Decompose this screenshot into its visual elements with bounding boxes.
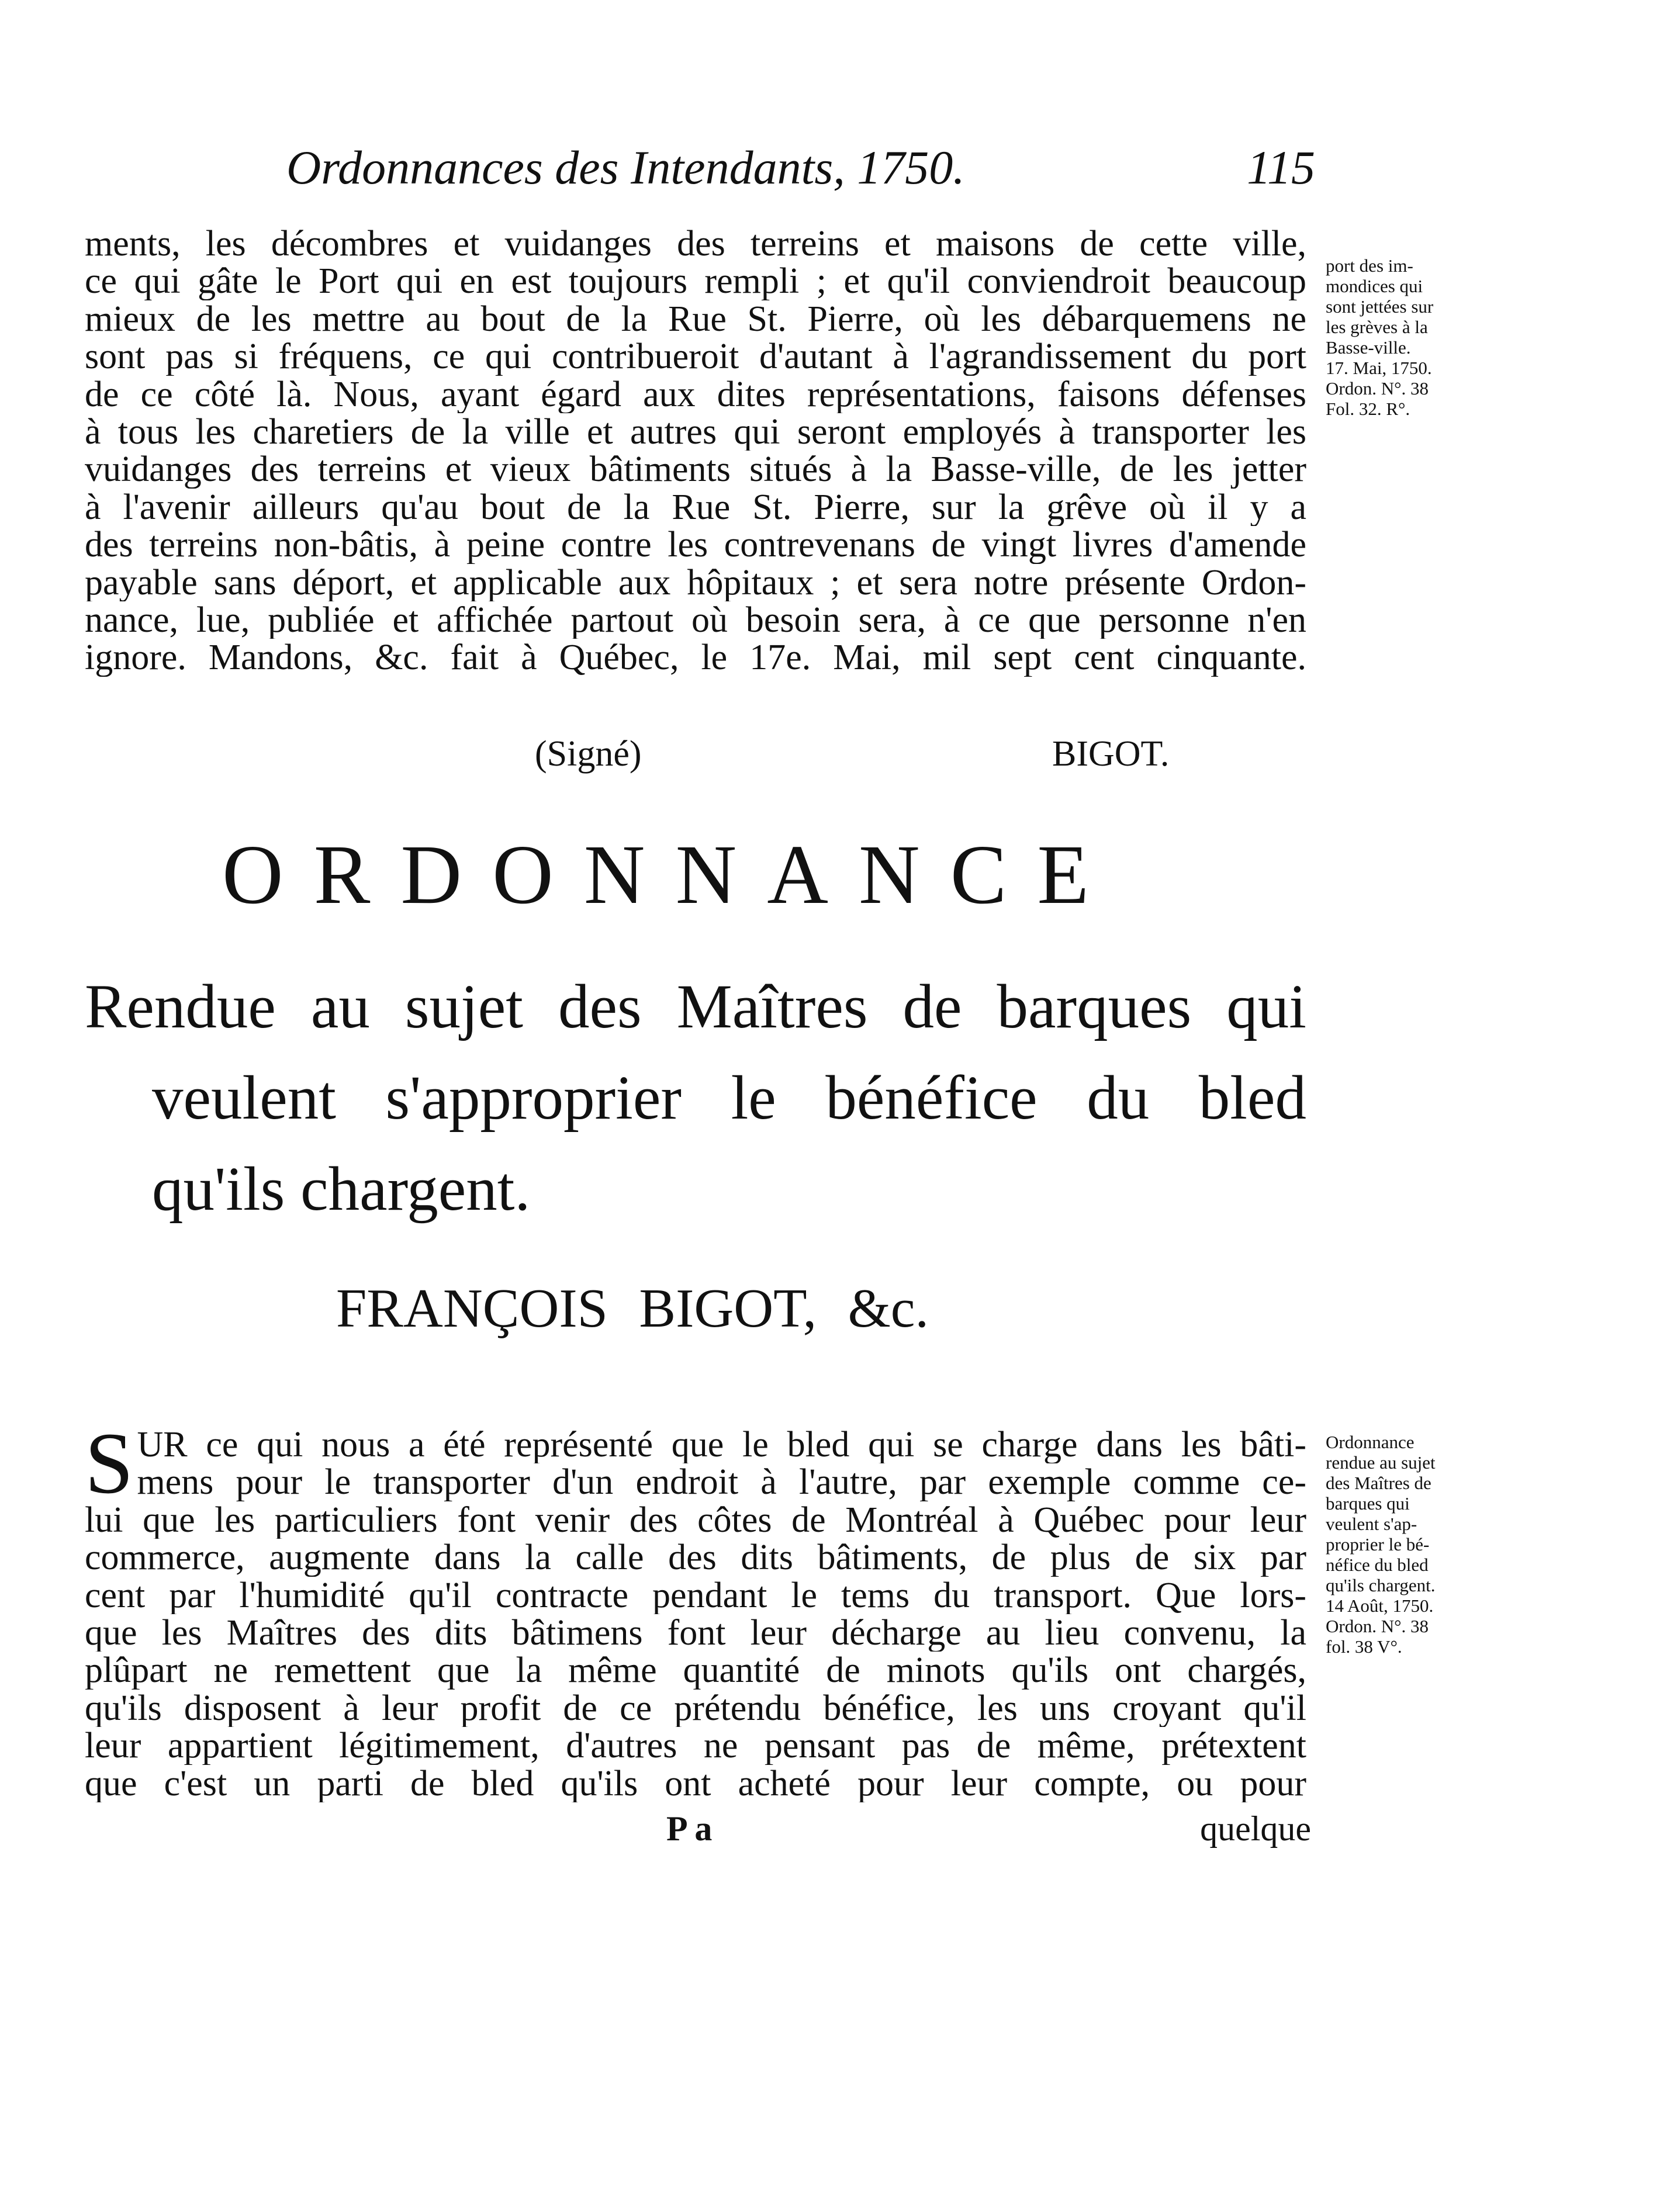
ordonnance-heading: ORDONNANCE (222, 828, 1119, 922)
margin-note-line: rendue au sujet (1326, 1452, 1436, 1473)
subject-title-line: qu'ils chargent. (152, 1155, 531, 1224)
text-line: cent par l'humidité qu'il contracte pendant le tems du transport. Que lors- (85, 1576, 1306, 1614)
margin-note-line: Basse-ville. (1326, 337, 1411, 358)
text-block-intro (85, 225, 1306, 677)
text-line: ignore. Mandons, &c. fait à Québec, le 17e. Mai, mil sept cent cinquante. (85, 639, 1306, 677)
margin-note-line: Ordon. N°. 38 (1326, 378, 1429, 399)
margin-note-line: veulent s'ap- (1326, 1514, 1417, 1534)
margin-note-line: Ordonnance (1326, 1432, 1415, 1452)
text-line: qu'ils disposent à leur profit de ce prétendu bénéfice, les uns croyant qu'il (85, 1689, 1306, 1728)
text-line: lui que les particuliers font venir des côtes de Montréal à Québec pour leur (85, 1501, 1306, 1539)
text-line: mieux de les mettre au bout de la Rue St. Pierre, où les débarquemens ne (85, 300, 1306, 338)
margin-note-line: proprier le bé- (1326, 1534, 1430, 1555)
margin-note-line: 14 Août, 1750. (1326, 1595, 1434, 1616)
text-line: leur appartient légitimement, d'autres ne pensant pas de même, prétextent (85, 1727, 1306, 1765)
text-line: des terreins non-bâtis, à peine contre les contrevenans de vingt livres d'amende (85, 526, 1306, 564)
text-block-ordinance-body (85, 1415, 1306, 1802)
text-line: commerce, augmente dans la calle des dits bâtiments, de plus de six par (85, 1539, 1306, 1577)
margin-note-line: Ordon. N°. 38 (1326, 1616, 1429, 1636)
text-line: que les Maîtres des dits bâtimens font leur décharge au lieu convenu, la (85, 1614, 1306, 1652)
margin-note-line: sont jettées sur (1326, 296, 1434, 317)
margin-note-line: mondices qui (1326, 276, 1423, 296)
printer-signature-mark: P a (666, 1809, 713, 1848)
signed-label: (Signé) (535, 734, 642, 774)
subject-title-line: Rendue au sujet des Maîtres de barques qui (85, 972, 1306, 1041)
subject-title-line: veulent s'approprier le bénéfice du bled (152, 1064, 1306, 1133)
text-line: nance, lue, publiée et affichée partout où besoin sera, à ce que personne n'en (85, 601, 1306, 639)
ordinance-subject-title (85, 961, 1306, 1235)
margin-note-line: les grèves à la (1326, 317, 1428, 337)
drop-cap: S (85, 1415, 134, 1512)
margin-note-line: qu'ils chargent. (1326, 1575, 1436, 1595)
margin-note-line: barques qui (1326, 1493, 1410, 1514)
page-number: 115 (1247, 141, 1315, 194)
running-title: Ordonnances des Intendants, 1750. (286, 141, 965, 194)
margin-note-line: Fol. 32. R°. (1326, 399, 1410, 419)
text-line: vuidanges des terreins et vieux bâtiments situés à la Basse-ville, de les jetter (85, 451, 1306, 489)
running-head (286, 140, 1315, 205)
text-line: de ce côté là. Nous, ayant égard aux dites représentations, faisons défenses (85, 375, 1306, 413)
text-line: UR ce qui nous a été représenté que le bled qui se charge dans les bâti- (137, 1426, 1306, 1464)
margin-note-line: des Maîtres de (1326, 1473, 1431, 1493)
margin-note-ordinance-reference (1326, 255, 1489, 419)
text-line: mens pour le transporter d'un endroit à l'autre, par exemple comme ce- (137, 1463, 1306, 1501)
text-line: à tous les charetiers de la ville et autres qui seront employés à transporter les (85, 413, 1306, 451)
signatory-name: BIGOT. (1052, 734, 1170, 774)
margin-note-line: fol. 38 V°. (1326, 1636, 1402, 1657)
margin-note-line: néfice du bled (1326, 1555, 1429, 1575)
margin-note-ordinance-summary (1326, 1432, 1489, 1657)
text-line: payable sans déport, et applicable aux hôpitaux ; et sera notre présente Ordon- (85, 563, 1306, 601)
text-line: plûpart ne remettent que la même quantité de minots qu'ils ont chargés, (85, 1652, 1306, 1690)
text-line: que c'est un parti de bled qu'ils ont acheté pour leur compte, ou pour (85, 1764, 1306, 1802)
margin-note-line: port des im- (1326, 255, 1413, 276)
text-line: à l'avenir ailleurs qu'au bout de la Rue St. Pierre, sur la grêve où il y a (85, 488, 1306, 527)
issuing-authority: FRANÇOIS BIGOT, &c. (336, 1278, 929, 1339)
text-line: sont pas si fréquens, ce qui contribueroit d'autant à l'agrandissement du port (85, 338, 1306, 376)
text-line: ce qui gâte le Port qui en est toujours rempli ; et qu'il conviendroit beaucoup (85, 262, 1306, 300)
catchword: quelque (1200, 1809, 1311, 1848)
text-line: ments, les décombres et vuidanges des terreins et maisons de cette ville, (85, 225, 1306, 263)
margin-note-line: 17. Mai, 1750. (1326, 358, 1432, 378)
